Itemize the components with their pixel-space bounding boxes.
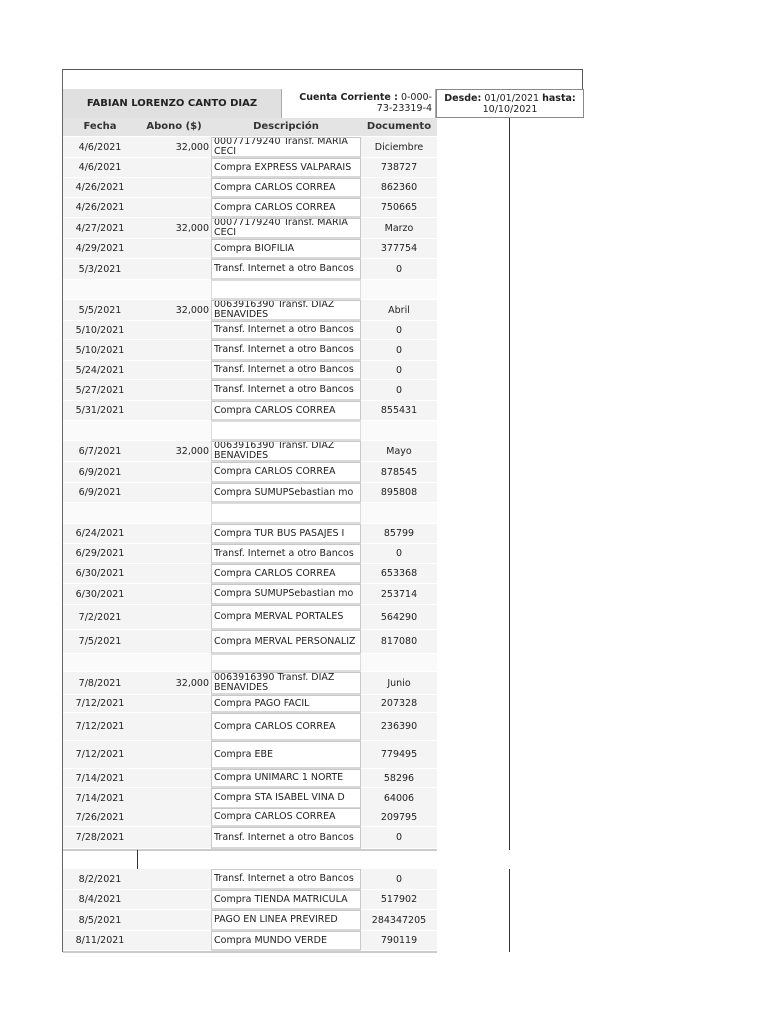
cell-fecha: 5/10/2021 <box>63 321 137 340</box>
cell-abono <box>137 630 211 654</box>
table-row <box>63 695 437 713</box>
date-range <box>436 89 584 118</box>
cell-documento: 253714 <box>361 584 437 605</box>
col-abono: Abono ($) <box>146 121 202 132</box>
table-row <box>63 361 437 380</box>
cell-documento: 209795 <box>361 808 437 827</box>
cell-documento: 0 <box>361 380 437 401</box>
cell-fecha: 5/27/2021 <box>63 380 137 401</box>
cell-descripcion: Compra PAGO FACIL <box>211 695 361 713</box>
cell-abono <box>137 198 211 218</box>
cell-documento: 878545 <box>361 462 437 483</box>
cell-documento: 58296 <box>361 769 437 788</box>
cell-abono <box>137 340 211 361</box>
cell-descripcion: 00077179240 Transf. MARIA CECI <box>211 137 361 158</box>
cell-documento: 0 <box>361 361 437 380</box>
cell-fecha: 4/27/2021 <box>63 218 137 239</box>
cell-abono <box>137 321 211 340</box>
from-value: 01/01/2021 <box>484 93 540 104</box>
cell-descripcion: Compra EBE <box>211 741 361 769</box>
table-bottom-line <box>63 951 437 953</box>
cell-descripcion: Compra CARLOS CORREA <box>211 178 361 198</box>
cell-abono: 32,000 <box>137 137 211 158</box>
cell-descripcion: Compra EXPRESS VALPARAIS <box>211 158 361 178</box>
cell-fecha: 8/11/2021 <box>63 931 137 951</box>
col-descripcion: Descripción <box>253 121 319 132</box>
cell-documento: 564290 <box>361 605 437 630</box>
cell-abono <box>137 584 211 605</box>
table-row <box>63 158 437 178</box>
cell-documento: 653368 <box>361 564 437 584</box>
table-row <box>63 769 437 788</box>
table-row <box>63 713 437 741</box>
cell-fecha: 7/26/2021 <box>63 808 137 827</box>
cell-descripcion: 0063916390 Transf. DIAZ BENAVIDES <box>211 672 361 695</box>
to-value: 10/10/2021 <box>482 104 538 115</box>
account-value: 0-000-73-23319-4 <box>376 92 432 114</box>
cell-fecha <box>63 280 137 300</box>
cell-abono <box>137 462 211 483</box>
cell-descripcion: Compra UNIMARC 1 NORTE <box>211 769 361 788</box>
table-row <box>63 239 437 259</box>
right-guide-line <box>509 118 510 850</box>
cell-abono <box>137 869 211 890</box>
table-row <box>63 483 437 503</box>
cell-abono <box>137 421 211 441</box>
table-row <box>63 564 437 584</box>
cell-fecha <box>63 503 137 524</box>
cell-documento: 0 <box>361 259 437 280</box>
cell-documento: 895808 <box>361 483 437 503</box>
cell-abono <box>137 524 211 544</box>
cell-descripcion: Compra CARLOS CORREA <box>211 564 361 584</box>
cell-fecha: 6/9/2021 <box>63 483 137 503</box>
cell-abono <box>137 890 211 910</box>
cell-fecha: 7/12/2021 <box>63 713 137 741</box>
cell-abono <box>137 654 211 672</box>
cell-fecha: 6/29/2021 <box>63 544 137 564</box>
column-headers <box>63 118 437 136</box>
cell-documento: Mayo <box>361 441 437 462</box>
cell-abono <box>137 401 211 421</box>
to-label: hasta: <box>542 93 576 104</box>
right-guide-line-2 <box>509 869 510 952</box>
table-row <box>63 421 437 441</box>
table-row <box>63 280 437 300</box>
cell-documento: 85799 <box>361 524 437 544</box>
table-row <box>63 340 437 361</box>
cell-abono <box>137 564 211 584</box>
table-row <box>63 654 437 672</box>
col-documento: Documento <box>366 121 432 132</box>
cell-abono: 32,000 <box>137 300 211 321</box>
table-row <box>63 584 437 605</box>
account-label: Cuenta Corriente : <box>299 92 398 103</box>
cell-descripcion: Compra TUR BUS PASAJES I <box>211 524 361 544</box>
cell-descripcion: 00077179240 Transf. MARIA CECI <box>211 218 361 239</box>
cell-descripcion: Transf. Internet a otro Bancos <box>211 544 361 564</box>
cell-fecha: 6/9/2021 <box>63 462 137 483</box>
cell-fecha: 7/5/2021 <box>63 630 137 654</box>
from-label: Desde: <box>444 93 482 104</box>
cell-fecha: 5/5/2021 <box>63 300 137 321</box>
cell-descripcion: Transf. Internet a otro Bancos <box>211 340 361 361</box>
cell-documento: Junio <box>361 672 437 695</box>
cell-fecha: 7/8/2021 <box>63 672 137 695</box>
table-row <box>63 218 437 239</box>
page-break-line <box>63 849 437 851</box>
cell-descripcion: Compra MERVAL PERSONALIZ <box>211 630 361 654</box>
account-holder-name: FABIAN LORENZO CANTO DIAZ <box>63 89 282 118</box>
cell-documento: 855431 <box>361 401 437 421</box>
cell-documento: 0 <box>361 869 437 890</box>
cell-fecha: 5/3/2021 <box>63 259 137 280</box>
cell-abono <box>137 788 211 809</box>
cell-abono <box>137 769 211 788</box>
cell-documento: 779495 <box>361 741 437 769</box>
cell-documento: 790119 <box>361 931 437 951</box>
table-row <box>63 890 437 910</box>
cell-descripcion: Compra CARLOS CORREA <box>211 713 361 741</box>
cell-abono <box>137 741 211 769</box>
cell-documento: 0 <box>361 321 437 340</box>
table-row <box>63 931 437 951</box>
cell-documento: 738727 <box>361 158 437 178</box>
cell-descripcion: Compra BIOFILIA <box>211 239 361 259</box>
cell-documento <box>361 421 437 441</box>
cell-abono <box>137 827 211 849</box>
cell-abono <box>137 158 211 178</box>
table-row <box>63 788 437 809</box>
cell-fecha: 7/12/2021 <box>63 741 137 769</box>
cell-abono <box>137 361 211 380</box>
cell-documento: 862360 <box>361 178 437 198</box>
cell-abono <box>137 695 211 713</box>
cell-descripcion: Transf. Internet a otro Bancos <box>211 361 361 380</box>
table-row <box>63 198 437 218</box>
cell-fecha: 4/29/2021 <box>63 239 137 259</box>
cell-abono: 32,000 <box>137 218 211 239</box>
table-row <box>63 380 437 401</box>
cell-descripcion: Compra SUMUPSebastian mo <box>211 584 361 605</box>
cell-descripcion: 0063916390 Transf. DIAZ BENAVIDES <box>211 300 361 321</box>
table-row <box>63 401 437 421</box>
cell-fecha: 8/5/2021 <box>63 910 137 931</box>
cell-documento: Diciembre <box>361 137 437 158</box>
cell-fecha: 5/31/2021 <box>63 401 137 421</box>
cell-fecha: 7/12/2021 <box>63 695 137 713</box>
table-row <box>63 259 437 280</box>
cell-abono <box>137 259 211 280</box>
table-row <box>63 503 437 524</box>
cell-abono <box>137 503 211 524</box>
cell-descripcion: Compra CARLOS CORREA <box>211 401 361 421</box>
cell-descripcion: PAGO EN LINEA PREVIRED <box>211 910 361 931</box>
cell-descripcion: Compra CARLOS CORREA <box>211 808 361 827</box>
cell-fecha: 7/14/2021 <box>63 788 137 809</box>
table-row <box>63 462 437 483</box>
cell-documento: 207328 <box>361 695 437 713</box>
table-row <box>63 869 437 890</box>
cell-abono <box>137 280 211 300</box>
cell-descripcion <box>211 280 361 300</box>
col-fecha: Fecha <box>83 121 117 132</box>
cell-fecha <box>63 654 137 672</box>
table-row <box>63 808 437 827</box>
cell-documento: 517902 <box>361 890 437 910</box>
cell-descripcion: Compra SUMUPSebastian mo <box>211 483 361 503</box>
cell-documento: 0 <box>361 340 437 361</box>
cell-fecha: 7/2/2021 <box>63 605 137 630</box>
cell-documento: 0 <box>361 827 437 849</box>
cell-descripcion: Compra STA ISABEL VINA D <box>211 788 361 809</box>
cell-fecha: 4/26/2021 <box>63 198 137 218</box>
cell-documento: 236390 <box>361 713 437 741</box>
cell-fecha: 8/2/2021 <box>63 869 137 890</box>
cell-fecha: 5/24/2021 <box>63 361 137 380</box>
cell-descripcion: Transf. Internet a otro Bancos <box>211 827 361 849</box>
table-row <box>63 910 437 931</box>
table-row <box>63 137 437 158</box>
cell-documento: 0 <box>361 544 437 564</box>
table-row <box>63 321 437 340</box>
cell-fecha: 4/6/2021 <box>63 158 137 178</box>
cell-abono <box>137 380 211 401</box>
cell-descripcion: Transf. Internet a otro Bancos <box>211 259 361 280</box>
cell-abono <box>137 910 211 931</box>
cell-fecha: 6/30/2021 <box>63 564 137 584</box>
cell-fecha: 6/7/2021 <box>63 441 137 462</box>
table-row <box>63 544 437 564</box>
cell-fecha: 7/28/2021 <box>63 827 137 849</box>
table-row <box>63 672 437 695</box>
table-row <box>63 630 437 654</box>
cell-documento: 64006 <box>361 788 437 809</box>
cell-fecha <box>63 421 137 441</box>
cell-abono <box>137 178 211 198</box>
cell-descripcion: Compra CARLOS CORREA <box>211 198 361 218</box>
cell-fecha: 8/4/2021 <box>63 890 137 910</box>
cell-fecha: 5/10/2021 <box>63 340 137 361</box>
table-row <box>63 441 437 462</box>
cell-descripcion <box>211 421 361 441</box>
cell-documento <box>361 503 437 524</box>
cell-fecha: 6/30/2021 <box>63 584 137 605</box>
statement-header <box>63 89 584 118</box>
cell-descripcion: Transf. Internet a otro Bancos <box>211 869 361 890</box>
column-divider <box>137 850 138 869</box>
cell-documento: 377754 <box>361 239 437 259</box>
cell-descripcion: Transf. Internet a otro Bancos <box>211 321 361 340</box>
cell-documento: Marzo <box>361 218 437 239</box>
cell-documento: Abril <box>361 300 437 321</box>
cell-descripcion: Compra CARLOS CORREA <box>211 462 361 483</box>
account-number <box>282 89 436 118</box>
cell-documento <box>361 280 437 300</box>
cell-fecha: 4/6/2021 <box>63 137 137 158</box>
cell-documento: 817080 <box>361 630 437 654</box>
cell-abono <box>137 713 211 741</box>
cell-documento <box>361 654 437 672</box>
cell-descripcion: 0063916390 Transf. DIAZ BENAVIDES <box>211 441 361 462</box>
table-row <box>63 524 437 544</box>
cell-fecha: 4/26/2021 <box>63 178 137 198</box>
table-row <box>63 827 437 849</box>
cell-descripcion: Transf. Internet a otro Bancos <box>211 380 361 401</box>
cell-descripcion <box>211 503 361 524</box>
table-row <box>63 741 437 769</box>
cell-fecha: 6/24/2021 <box>63 524 137 544</box>
cell-documento: 284347205 <box>361 910 437 931</box>
cell-descripcion: Compra TIENDA MATRICULA <box>211 890 361 910</box>
cell-abono: 32,000 <box>137 441 211 462</box>
table-row <box>63 300 437 321</box>
cell-abono <box>137 239 211 259</box>
cell-abono <box>137 931 211 951</box>
cell-abono <box>137 544 211 564</box>
cell-descripcion: Compra MUNDO VERDE <box>211 931 361 951</box>
cell-fecha: 7/14/2021 <box>63 769 137 788</box>
cell-abono: 32,000 <box>137 672 211 695</box>
table-row <box>63 605 437 630</box>
cell-documento: 750665 <box>361 198 437 218</box>
table-row <box>63 178 437 198</box>
cell-abono <box>137 808 211 827</box>
cell-descripcion: Compra MERVAL PORTALES <box>211 605 361 630</box>
cell-abono <box>137 605 211 630</box>
cell-descripcion <box>211 654 361 672</box>
statement-frame-top <box>62 69 583 89</box>
cell-abono <box>137 483 211 503</box>
